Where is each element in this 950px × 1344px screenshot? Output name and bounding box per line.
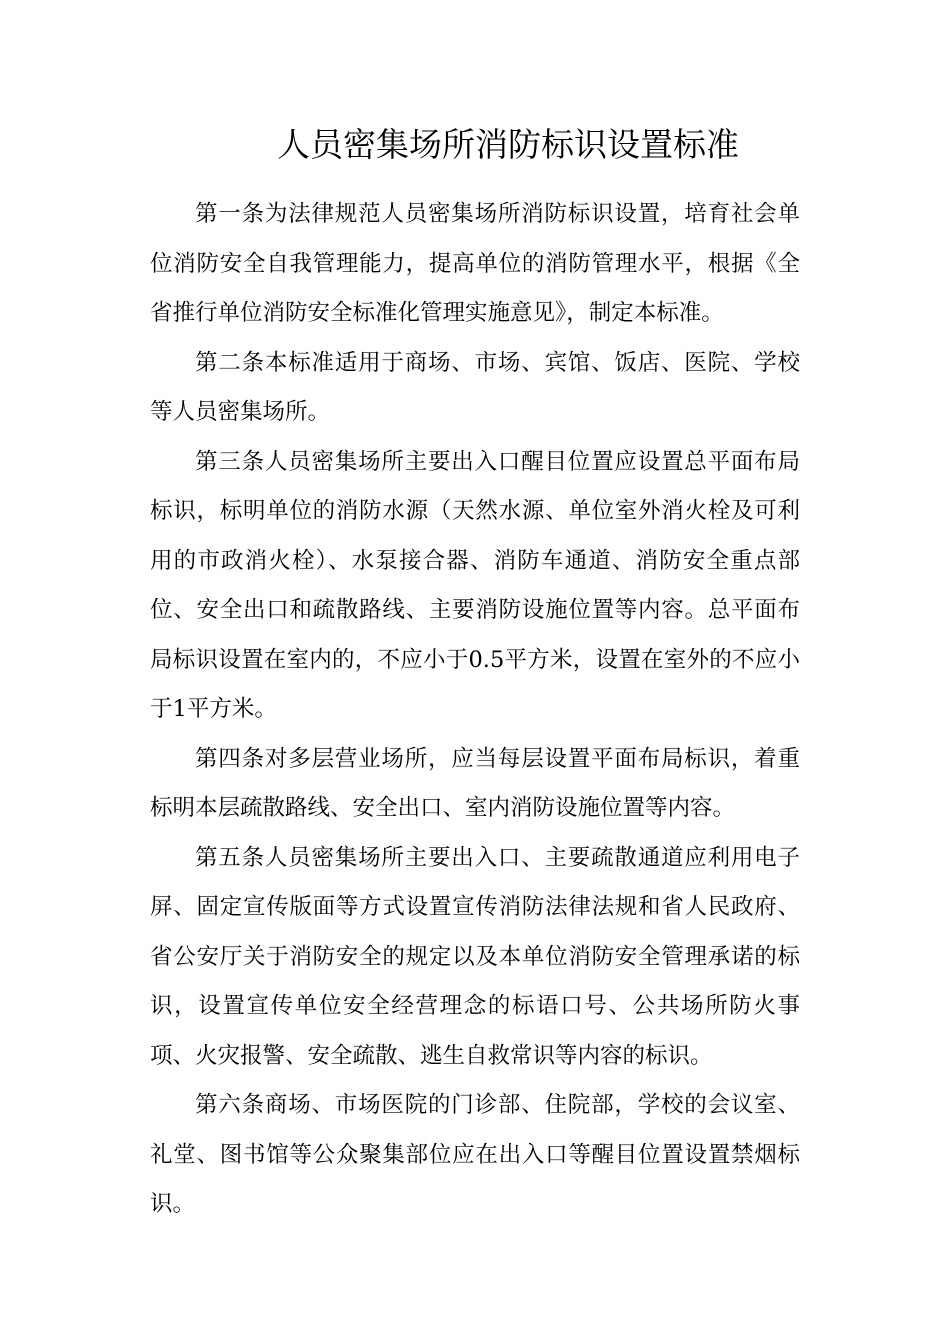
article-6-paragraph: 第六条商场、市场医院的门诊部、住院部，学校的会议室、礼堂、图书馆等公众聚集部位应在出入口等醒目位置设置禁烟标识。	[150, 1092, 800, 1217]
article-5-paragraph: 第五条人员密集场所主要出入口、主要疏散通道应利用电子屏、固定宣传版面等方式设置宣传消防法律法规和省人民政府、省公安厅关于消防安全的规定以及本单位消防安全管理承诺的标识，设置宣传单位安全经营理念的标语口号、公共场所防火事项、火灾报警、安全疏散、逃生自救常识等内容的标识。	[150, 844, 800, 1069]
document-title: 人员密集场所消防标识设置标准	[277, 125, 739, 164]
article-1-paragraph: 第一条为法律规范人员密集场所消防标识设置，培育社会单位消防安全自我管理能力，提高单位的消防管理水平，根据《全省推行单位消防安全标准化管理实施意见》，制定本标准。	[150, 201, 800, 326]
article-2-paragraph: 第二条本标准适用于商场、市场、宾馆、饭店、医院、学校等人员密集场所。	[150, 349, 800, 425]
article-3-paragraph: 第三条人员密集场所主要出入口醒目位置应设置总平面布局标识，标明单位的消防水源（天然水源、单位室外消火栓及可利用的市政消火栓）、水泵接合器、消防车通道、消防安全重点部位、安全出口和疏散路线、主要消防设施位置等内容。总平面布局标识设置在室内的，不应小于0.5平方米，设置在室外的不应小于1平方米。	[150, 448, 800, 722]
document-body	[150, 190, 800, 1230]
article-4-paragraph: 第四条对多层营业场所，应当每层设置平面布局标识，着重标明本层疏散路线、安全出口、室内消防设施位置等内容。	[150, 745, 800, 821]
